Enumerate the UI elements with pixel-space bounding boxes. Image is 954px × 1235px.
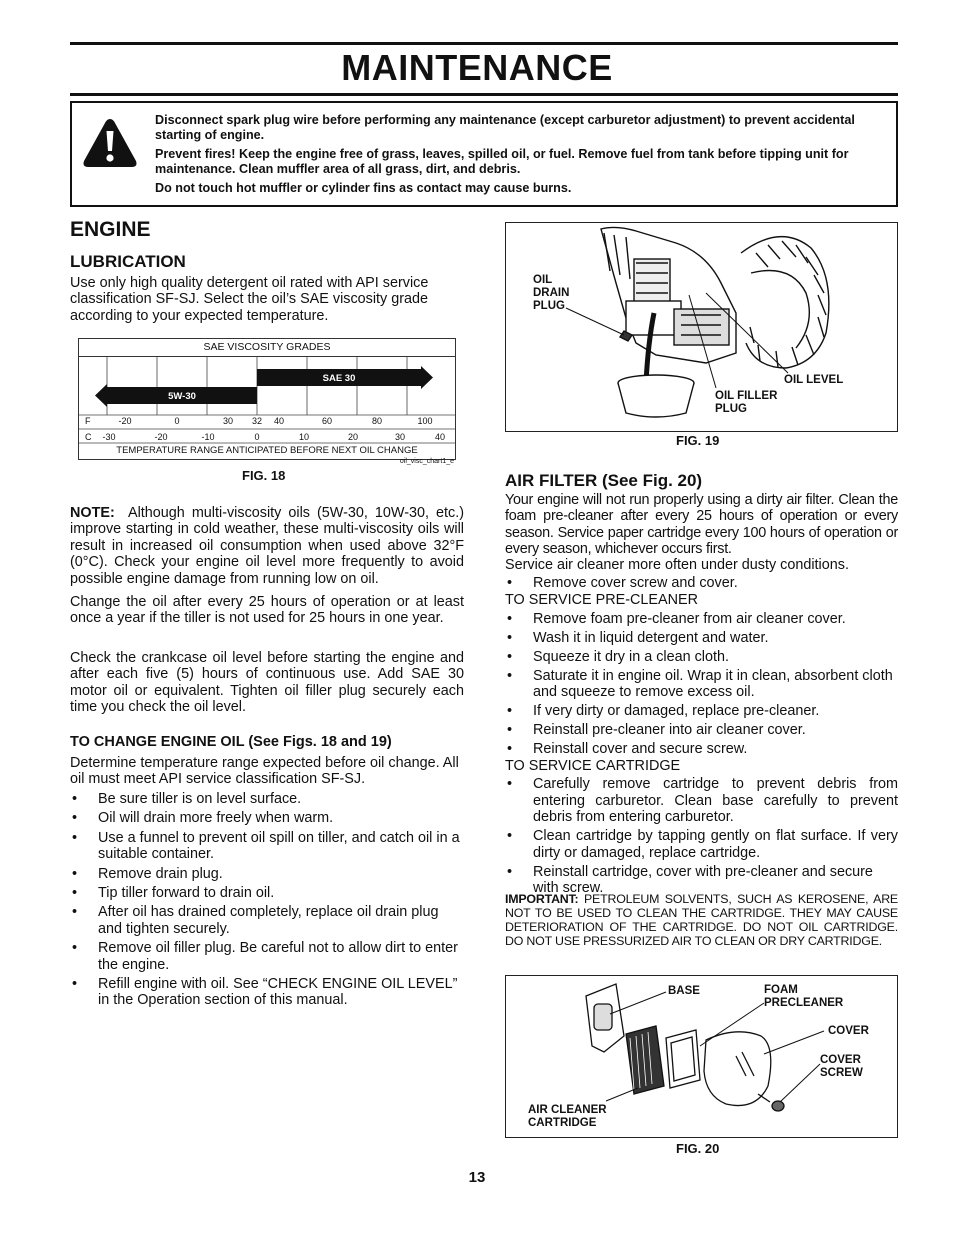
viscosity-chart bbox=[78, 338, 456, 460]
tick-label: -10 bbox=[201, 432, 215, 442]
oil-drain-plug-label: OIL DRAIN PLUG bbox=[533, 274, 570, 312]
oil-filler-plug-label: OIL FILLER PLUG bbox=[715, 390, 778, 415]
list-item: • Reinstall cartridge, cover with pre-cleaner and secure with screw. bbox=[507, 863, 873, 896]
list-item: • Carefully remove cartridge to prevent debris from entering carburetor. Clean base carefully to prevent debris from entering carburetor. bbox=[507, 776, 898, 826]
tick-label: -20 bbox=[154, 432, 168, 442]
tick-label: 40 bbox=[434, 432, 445, 442]
note-text: Although multi-viscosity oils (5W-30, 10W-30, etc.) improve starting in cold weather, these multi-viscosity oils will result in increased oil consumption when used above 32°F (0°C). Check your engine oil level more frequently to avoid possible engine damage from running low on oil. bbox=[70, 505, 464, 587]
list-item: • Oil will drain more freely when warm. bbox=[72, 810, 334, 827]
oil-level-label: OIL LEVEL bbox=[784, 374, 844, 386]
c-scale-label: C bbox=[85, 432, 92, 442]
grade-label: SAE 30 bbox=[322, 373, 356, 384]
chart-title: SAE VISCOSITY GRADES bbox=[203, 341, 331, 353]
cartridge-heading: TO SERVICE CARTRIDGE bbox=[505, 758, 681, 775]
list-item: • Be sure tiller is on level surface. bbox=[72, 791, 302, 807]
list-item: • Wash it in liquid detergent and water. bbox=[507, 629, 769, 646]
list-item: • Refill engine with oil. See “CHECK ENGINE OIL LEVEL” in the Operation section of this manual. bbox=[72, 976, 458, 1009]
tick-label: 10 bbox=[298, 432, 309, 442]
list-item: • If very dirty or damaged, replace pre-cleaner. bbox=[507, 702, 820, 719]
air-filter-dusty: Service air cleaner more often under dusty conditions. bbox=[505, 557, 849, 573]
list-item: • Remove oil filler plug. Be careful not to allow dirt to enter the engine. bbox=[72, 940, 458, 973]
cover-screw-label: COVER SCREW bbox=[820, 1054, 863, 1079]
list-item: • Remove drain plug. bbox=[72, 865, 223, 882]
tick-label: 80 bbox=[371, 416, 382, 426]
list-item: • Saturate it in engine oil. Wrap it in clean, absorbent cloth and squeeze to remove excess oil. bbox=[507, 667, 893, 700]
fig19-frame bbox=[505, 222, 898, 432]
important-text: PETROLEUM SOLVENTS, SUCH AS KEROSENE, ARE NOT TO BE USED TO CLEAN THE CARTRIDGE. THEY MAY CAUSE DETERIORATION OF THE CARTRIDGE. DO NOT OIL CARTRIDGE. DO NOT USE PRESSURIZED AIR TO CLEAN OR DRY CARTRIDGE. bbox=[505, 892, 899, 948]
page-title: MAINTENANCE bbox=[341, 47, 613, 88]
chart-code: oil_visc_chart1_e bbox=[399, 458, 454, 465]
important-label: IMPORTANT: bbox=[505, 892, 579, 906]
lubrication-intro: Use only high quality detergent oil rated with API service classification SF-SJ. Select the oil’s SAE viscosity grade according to your expected temperature. bbox=[70, 275, 429, 324]
note-label: NOTE: bbox=[70, 505, 115, 521]
warning-line-3: Do not touch hot muffler or cylinder fins as contact may cause burns. bbox=[155, 181, 572, 195]
list-item: • Tip tiller forward to drain oil. bbox=[72, 885, 275, 902]
warning-box bbox=[70, 101, 898, 207]
change-oil-list bbox=[70, 791, 464, 1012]
note-paragraph bbox=[70, 505, 464, 587]
tick-label: 100 bbox=[417, 416, 433, 426]
pre-cleaner-heading: TO SERVICE PRE-CLEANER bbox=[505, 592, 698, 609]
list-item: • Clean cartridge by tapping gently on flat surface. If very dirty or damaged, replace cartridge. bbox=[507, 828, 898, 861]
fig20-label: FIG. 20 bbox=[676, 1141, 720, 1156]
oil-change-paragraph: Change the oil after every 25 hours of operation or at least once a year if the tiller is not used for 25 hours in one year. bbox=[70, 594, 464, 627]
warning-line-2: Prevent fires! Keep the engine free of grass, leaves, spilled oil, or fuel. Remove fuel from tank before tipping unit for maintenance. Clean muffler area of all grass, dirt, and debris. bbox=[155, 147, 849, 176]
air-filter-heading: AIR FILTER (See Fig. 20) bbox=[505, 471, 703, 490]
fig20-frame bbox=[505, 975, 898, 1138]
list-item: • Reinstall cover and secure screw. bbox=[507, 740, 748, 757]
list-item: • Reinstall pre-cleaner into air cleaner cover. bbox=[507, 721, 806, 738]
foam-precleaner-label: FOAM PRECLEANER bbox=[764, 984, 844, 1009]
tick-label: -30 bbox=[102, 432, 116, 442]
top-rule bbox=[70, 42, 898, 45]
cover-label: COVER bbox=[828, 1025, 869, 1037]
list-item: • Remove foam pre-cleaner from air cleaner cover. bbox=[507, 610, 846, 627]
tick-label: 40 bbox=[273, 416, 284, 426]
list-item: • Use a funnel to prevent oil spill on tiller, and catch oil in a suitable container. bbox=[72, 829, 460, 863]
title-rule bbox=[70, 93, 898, 96]
lubrication-heading: LUBRICATION bbox=[70, 252, 186, 271]
list-item: • After oil has drained completely, replace oil drain plug and tighten securely. bbox=[72, 904, 439, 937]
tiller-engine-illustration bbox=[506, 223, 897, 431]
fig18-label: FIG. 18 bbox=[242, 468, 286, 483]
tick-label: 30 bbox=[222, 416, 233, 426]
important-paragraph bbox=[505, 892, 898, 948]
change-oil-intro: Determine temperature range expected before oil change. All oil must meet API service classification SF-SJ. bbox=[70, 755, 459, 788]
air-cleaner-cartridge-label: AIR CLEANER CARTRIDGE bbox=[528, 1104, 607, 1129]
tick-label: 0 bbox=[174, 416, 180, 426]
list-item: • Remove cover screw and cover. bbox=[507, 575, 738, 591]
warning-line-1: Disconnect spark plug wire before performing any maintenance (except carburetor adjustment) to prevent accidental starting of engine. bbox=[155, 113, 855, 142]
tick-label: -20 bbox=[118, 416, 132, 426]
air-filter-list bbox=[505, 575, 898, 896]
list-item: • Squeeze it dry in a clean cloth. bbox=[507, 648, 729, 665]
air-filter-intro: Your engine will not run properly using a dirty air filter. Clean the foam pre-cleaner after every 25 hours of operation or every season. Service paper cartridge every 100 hours of operation or every season, whichever occurs first. bbox=[505, 492, 898, 558]
tick-label: 20 bbox=[347, 432, 358, 442]
engine-heading: ENGINE bbox=[70, 218, 151, 241]
warning-triangle-icon bbox=[82, 117, 138, 169]
tick-label: 0 bbox=[254, 432, 260, 442]
oil-check-paragraph: Check the crankcase oil level before starting the engine and after each five (5) hours of continuous use. Add SAE 30 motor oil or equivalent. Tighten oil filler plug securely each time you check the oil level. bbox=[70, 650, 464, 716]
grade-label: 5W-30 bbox=[168, 391, 196, 402]
change-oil-heading: TO CHANGE ENGINE OIL (See Figs. 18 and 19) bbox=[70, 734, 392, 750]
tick-label: 60 bbox=[321, 416, 332, 426]
base-label: BASE bbox=[668, 985, 700, 997]
tick-label: 30 bbox=[394, 432, 405, 442]
fig19-label: FIG. 19 bbox=[676, 433, 720, 448]
chart-footer: TEMPERATURE RANGE ANTICIPATED BEFORE NEXT OIL CHANGE bbox=[116, 445, 418, 456]
f-scale-label: F bbox=[85, 416, 91, 426]
tick-label: 32 bbox=[251, 416, 262, 426]
page-number: 13 bbox=[468, 1169, 486, 1186]
